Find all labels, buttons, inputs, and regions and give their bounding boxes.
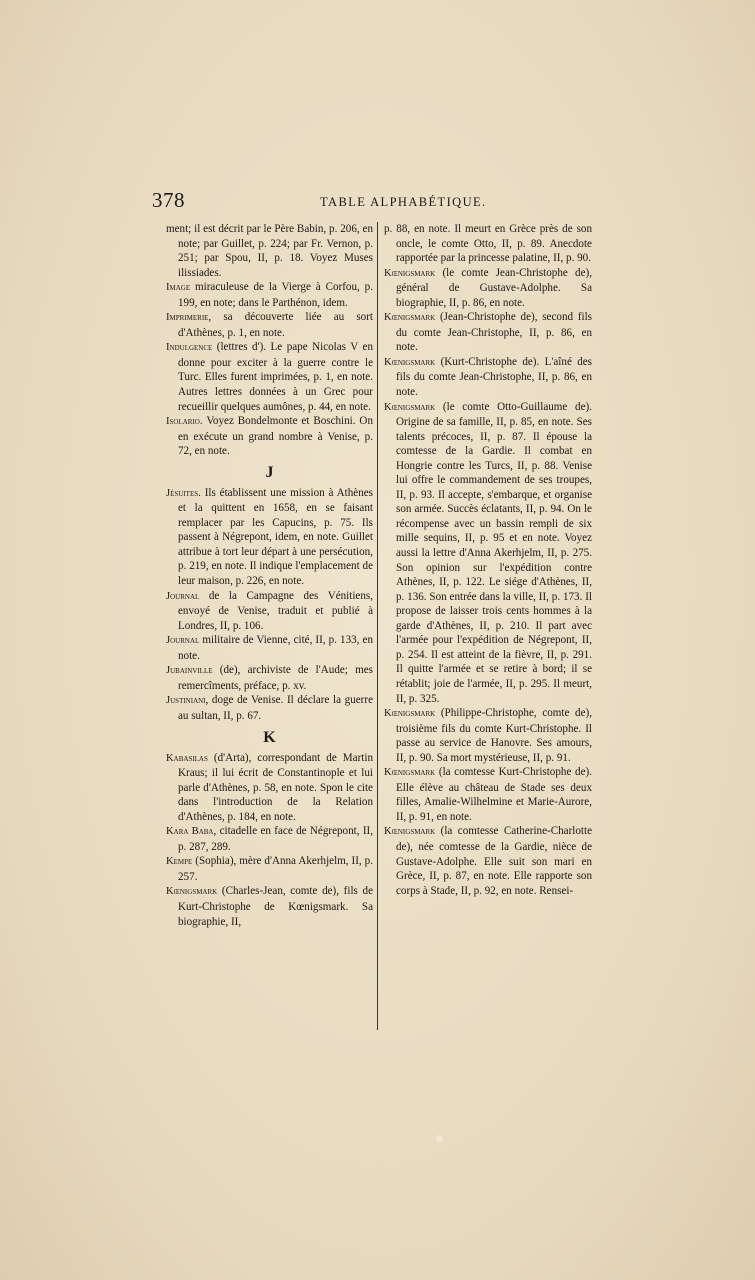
index-entry — [384, 355, 592, 400]
index-entry — [384, 706, 592, 765]
index-entry — [166, 693, 373, 723]
entry-text: (de), archiviste de l'Aude; mes remercîments, préface, p. xv. — [178, 664, 373, 692]
index-entry — [166, 340, 373, 414]
index-entry — [166, 222, 373, 280]
paper-blemish — [436, 1135, 443, 1142]
column-divider — [377, 222, 378, 1030]
letter-heading-k: K — [263, 728, 276, 746]
entry-text: miraculeuse de la Vierge à Corfou, p. 199, en note; dans le Parthénon, idem. — [178, 281, 373, 309]
entry-text: (d'Arta), correspondant de Martin Kraus; il lui écrit de Constantinople et lui parle d'Athènes, p. 58, en note. Spon le cite dans l'introduction de la Relation d'Athènes, p. 184, en note. — [178, 751, 373, 823]
entry-headword: Journal — [166, 635, 200, 647]
entry-headword: Isolario — [166, 416, 200, 428]
entry-group-i — [166, 222, 373, 459]
right-column — [384, 222, 592, 898]
entry-text: ment; il est décrit par le Père Babin, p. 206, en note; par Guillet, p. 224; par Fr. Vernon, p. 251; par Spou, II, p. 18. Voyez Muses ilissiades. — [166, 223, 373, 279]
entry-text: (Charles-Jean, comte de), fils de Kurt-Christophe de Kœnigsmark. Sa biographie, II, — [178, 885, 373, 928]
letter-heading-j: J — [265, 463, 274, 481]
index-entry — [384, 310, 592, 355]
page-header — [152, 188, 572, 214]
index-entry — [166, 751, 373, 825]
index-entry — [384, 824, 592, 898]
entry-text: (le comte Jean-Christophe de), général de Gustave-Adolphe. Sa biographie, II, p. 86, en note. — [396, 266, 592, 309]
entry-headword: Kœnigsmark — [384, 708, 436, 720]
entry-text: (Kurt-Christophe de). L'aîné des fils du comte Jean-Christophe, II, p. 86, en note. — [396, 355, 592, 399]
page-number: 378 — [152, 188, 185, 212]
entry-text: (Jean-Christophe de), second fils du comte Jean-Christophe, II, p. 86, en note. — [396, 311, 592, 354]
entry-headword: Kempe — [166, 856, 193, 868]
index-entry — [166, 280, 373, 310]
index-entry — [166, 824, 373, 854]
index-entry — [166, 589, 373, 634]
entry-text: . Voyez Bondelmonte et Boschini. On en exécute un grand nombre à Venise, p. 72, en note. — [178, 415, 373, 458]
entry-headword: Kabasilas — [166, 752, 208, 764]
entry-text: . Ils établissent une mission à Athènes et la quittent en 1658, en se faisant remplacer par les Capucins, p. 75. Ils passent à Négrepont, idem, en note. Guillet attribue à tort leur départ à une persécution, p. 219, en note. Il indique l'emplacement de leur maison, p. 226, en note. — [178, 486, 373, 588]
entry-headword: Jésuites — [166, 487, 199, 499]
entry-headword: Kœnigsmark — [384, 267, 436, 279]
index-entry — [384, 222, 592, 266]
entry-headword: Jubainville — [166, 665, 213, 677]
entry-headword: Kœnigsmark — [384, 312, 436, 324]
entry-text: , doge de Venise. Il déclare la guerre au sultan, II, p. 67. — [178, 694, 373, 722]
index-entry — [384, 266, 592, 311]
entry-text: (la comtesse Kurt-Christophe de). Elle élève au château de Stade ses deux filles, Amalie-Wilhelmine et Marie-Aurore, II, p. 91, en note. — [396, 766, 592, 823]
index-entry — [384, 400, 592, 706]
index-entry — [166, 633, 373, 663]
index-entry — [166, 414, 373, 459]
entry-text: de la Campagne des Vénitiens, envoyé de Venise, traduit et publié à Londres, II, p. 106. — [178, 589, 373, 632]
entry-headword: Imprimerie — [166, 312, 209, 324]
entry-headword: Journal — [166, 590, 200, 602]
entry-text: militaire de Vienne, cité, II, p. 133, en note. — [178, 634, 373, 662]
entry-group-k-continued — [384, 222, 592, 898]
entry-group-k — [166, 751, 373, 930]
entry-headword: Kœnigsmark — [384, 767, 436, 779]
entry-headword: Justiniani — [166, 695, 206, 707]
entry-headword: Image — [166, 282, 191, 294]
entry-text: p. 88, en note. Il meurt en Grèce près de son oncle, le comte Otto, II, p. 89. Anecdote rapportée par la princesse palatine, II, p. 90. — [384, 223, 592, 265]
entry-text: (lettres d'). Le pape Nicolas V en donne pour exciter à la guerre contre le Turc. Elles furent imprimées, p. 1, en note. Autres lettres données à un Grec pour recueillir quelques aumônes, p. 44, en note. — [178, 341, 373, 413]
entry-headword: Kœnigsmark — [166, 886, 218, 898]
entry-headword: Kara Baba — [166, 826, 214, 838]
entry-text: (le comte Otto-Guillaume de). Origine de sa famille, II, p. 85, en note. Ses talents précoces, II, p. 87. Il épouse la comtesse de la Gardie. Il combat en Hongrie contre les Turcs, II, p. 88. Venise lui offre le commandement de ses troupes, II, p. 93. Il accepte, s'embarque, et organise son armée. Succès éclatants, II, p. 94. On le récompense avec un bassin rempli de six mille sequins, II, p. 95 et en note. Voyez aussi la lettre d'Anna Akerhjelm, II, p. 275. Son opinion sur l'expédition contre Athènes, II, p. 122. Le siége d'Athènes, II, p. 136. Son entrée dans la ville, II, p. 173. Il propose de laisser trois cents hommes à la garde d'Athènes, II, p. 210. Il part avec l'armée pour l'expédition de Négrepont, II, p. 254. Il est atteint de la fièvre, II, p. 291. Il quitte l'armée et se retire à bord; il se rétablit; joie de l'armée, II, p. 295. Il meurt, II, p. 325. — [396, 400, 592, 705]
entry-text: , citadelle en face de Négrepont, II, p. 287, 289. — [178, 825, 373, 853]
entry-text: , sa découverte liée au sort d'Athènes, p. 1, en note. — [178, 311, 373, 339]
running-head: TABLE ALPHABÉTIQUE. — [320, 195, 487, 209]
index-entry — [384, 765, 592, 824]
index-entry — [166, 663, 373, 693]
entry-text: (la comtesse Catherine-Charlotte de), née comtesse de la Gardie, nièce de Gustave-Adolphe. Elle suit son mari en Grèce, II, p. 87, en note. Elle rapporte son corps à Stade, II, p. 92, en note. Rensei- — [396, 825, 592, 897]
left-column — [166, 222, 373, 929]
entry-headword: Indulgence — [166, 342, 213, 354]
entry-group-j — [166, 486, 373, 724]
entry-text: (Sophia), mère d'Anna Akerhjelm, II, p. 257. — [178, 855, 373, 883]
index-entry — [166, 486, 373, 589]
entry-headword: Kœnigsmark — [384, 826, 436, 838]
index-entry — [166, 310, 373, 340]
entry-text: (Philippe-Christophe, comte de), troisième fils du comte Kurt-Christophe. Il passe au service de Hanovre. Ses amours, II, p. 90. Sa mort mystérieuse, II, p. 91. — [396, 707, 592, 764]
index-entry — [166, 854, 373, 884]
index-entry — [166, 884, 373, 929]
entry-headword: Kœnigsmark — [384, 401, 436, 413]
entry-headword: Kœnigsmark — [384, 356, 436, 368]
